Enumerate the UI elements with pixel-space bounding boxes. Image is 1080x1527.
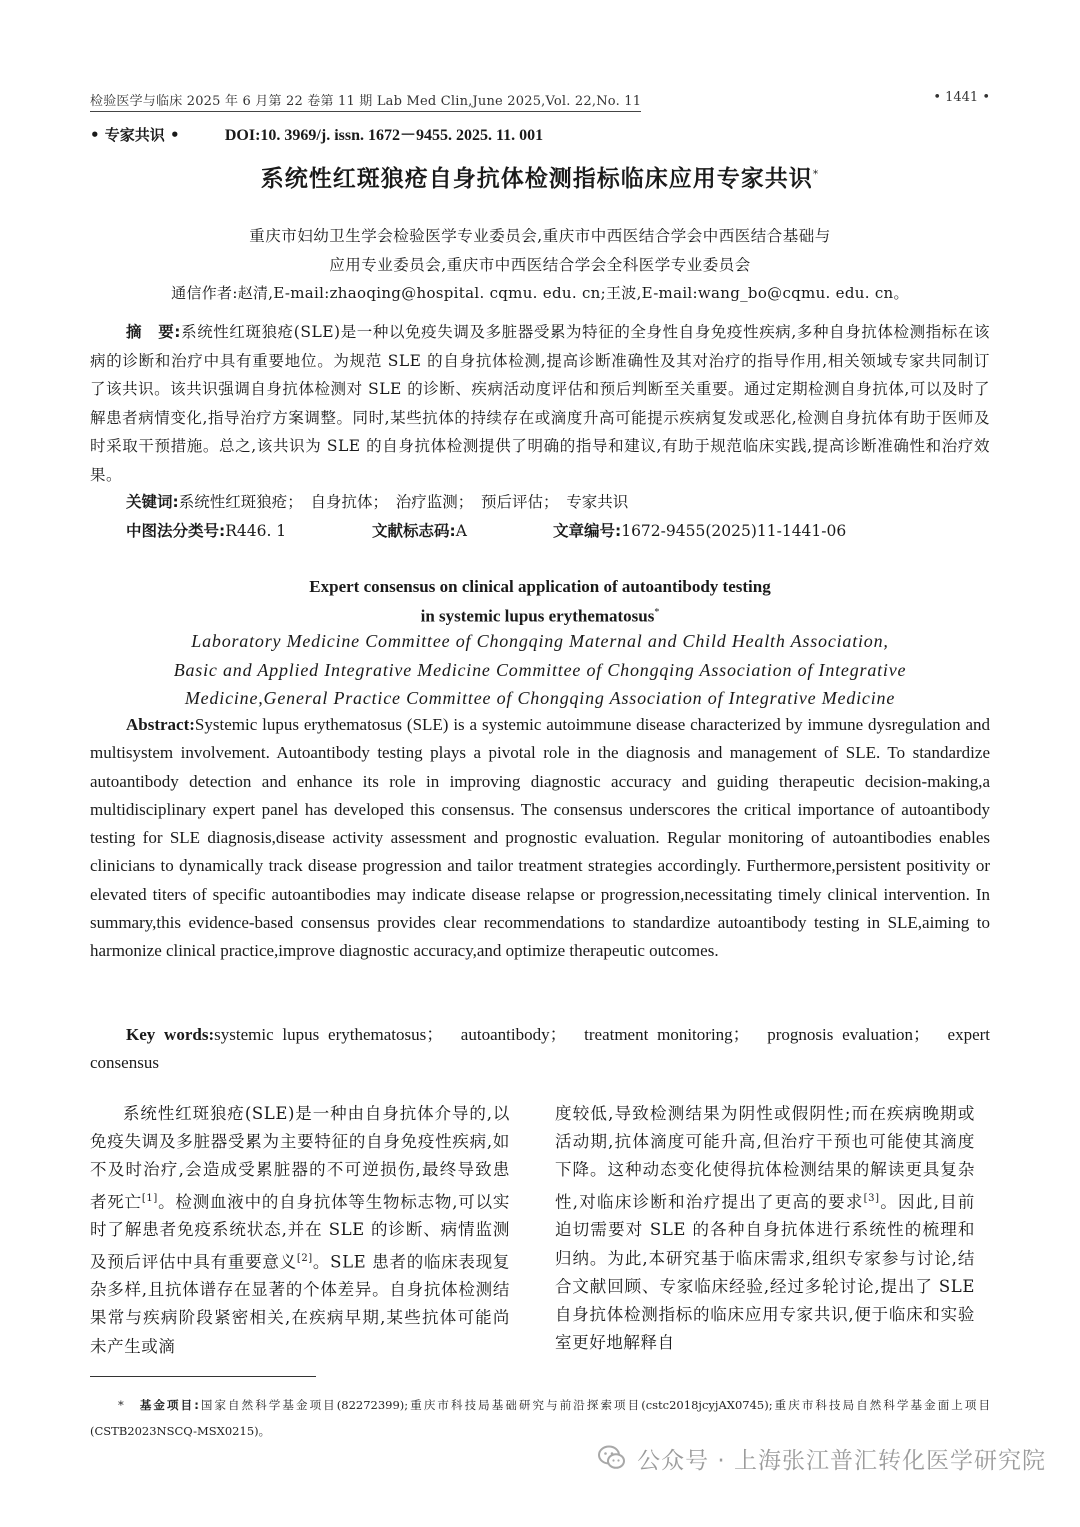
body-column-left bbox=[90, 1100, 510, 1361]
title-chinese bbox=[0, 160, 1080, 193]
watermark-text: 公众号 · 上海张江普汇转化医学研究院 bbox=[637, 1447, 1046, 1474]
authors-cn-line-2: 应用专业委员会,重庆市中西医结合学会全科医学专业委员会 bbox=[329, 256, 751, 274]
corresponding-authors: 通信作者:赵清,E-mail:zhaoqing@hospital. cqmu. edu. cn;王波,E-mail:wang_bo@cqmu. edu. cn。 bbox=[171, 284, 909, 302]
journal-info: 检验医学与临床 2025 年 6 月第 22 卷第 11 期 Lab Med Clin,June 2025,Vol. 22,No. 11 bbox=[90, 90, 641, 112]
wechat-watermark bbox=[597, 1438, 1046, 1478]
title-en-footnote-mark: * bbox=[654, 607, 660, 618]
abstract-en-label: Abstract: bbox=[126, 715, 195, 734]
running-header bbox=[90, 90, 990, 112]
keywords-en-text: systemic lupus erythematosus； autoantibody； treatment monitoring； prognosis evaluation； expert consensus bbox=[90, 1025, 991, 1072]
keywords-cn-label: 关键词: bbox=[126, 493, 179, 511]
title-cn-footnote-mark: * bbox=[812, 167, 820, 181]
title-cn-text: 系统性红斑狼疮自身抗体检测指标临床应用专家共识 bbox=[260, 166, 813, 192]
authors-cn-line-1: 重庆市妇幼卫生学会检验医学专业委员会,重庆市中西医结合学会中西医结合基础与 bbox=[249, 227, 831, 245]
classification-info bbox=[126, 519, 990, 541]
article-meta bbox=[90, 122, 543, 145]
title-en-line-2: in systemic lupus erythematosus* bbox=[420, 606, 660, 626]
funding-footnote bbox=[90, 1392, 990, 1444]
footnote-star: * bbox=[118, 1398, 124, 1412]
footnote-divider bbox=[90, 1376, 316, 1377]
body-paragraph: 系统性红斑狼疮(SLE)是一种由自身抗体介导的,以免疫失调及多脏器受累为主要特征的自身免疫性疾病,如不及时治疗,会造成受累脏器的不可逆损伤,最终导致患者死亡[1]。检测血液中的自身抗体等生物标志物,可以实时了解患者免疫系统状态,并在 SLE 的诊断、病情监测及预后评估中具有重要意义[2]。SLE 患者的临床表现复杂多样,且抗体谱存在显著的个体差异。自身抗体检测结果常与疾病阶段紧密相关,在疾病早期,某些抗体可能尚未产生或滴 bbox=[90, 1104, 510, 1356]
abstract-chinese bbox=[90, 318, 990, 489]
keywords-english bbox=[90, 1021, 990, 1077]
authors-en-line-3: Medicine,General Practice Committee of Chongqing Association of Integrative Medicine bbox=[184, 688, 896, 708]
page-number: • 1441 • bbox=[933, 90, 990, 105]
abstract-cn-label: 摘 要: bbox=[126, 323, 181, 341]
footnote-text: 国家自然科学基金项目(82272399);重庆市科技局基础研究与前沿探索项目(cstc2018jcyjAX0745);重庆市科技局自然科学基金面上项目(CSTB2023NSCQ-MSX0215)。 bbox=[90, 1398, 990, 1438]
abstract-cn-text: 系统性红斑狼疮(SLE)是一种以免疫失调及多脏器受累为特征的全身性自身免疫性疾病,多种自身抗体检测指标在该病的诊断和治疗中具有重要地位。为规范 SLE 的自身抗体检测,提高诊断准确性及其对治疗的指导作用,相关领域专家共同制订了该共识。该共识强调自身抗体检测对 SLE 的诊断、疾病活动度评估和预后判断至关重要。通过定期检测自身抗体,可以及时了解患者病情变化,指导治疗方案调整。同时,某些抗体的持续存在或滴度升高可能提示疾病复发或恶化,检测自身抗体有助于医师及时采取干预措施。总之,该共识为 SLE 的自身抗体检测提供了明确的指导和建议,有助于规范临床实践,提高诊断准确性和治疗效果。 bbox=[90, 323, 990, 484]
abstract-english bbox=[90, 711, 990, 966]
body-column-right bbox=[555, 1100, 975, 1357]
title-english bbox=[0, 574, 1080, 630]
body-paragraph-continued: 度较低,导致检测结果为阴性或假阴性;而在疾病晚期或活动期,抗体滴度可能升高,但治疗干预也可能使其滴度下降。这种动态变化使得抗体检测结果的解读更具复杂性,对临床诊断和治疗提出了更高的要求[3]。因此,目前迫切需要对 SLE 的各种自身抗体进行系统性的梳理和归纳。为此,本研究基于临床需求,组织专家参与讨论,结合文献回顾、专家临床经验,经过多轮讨论,提出了 SLE 自身抗体检测指标的临床应用专家共识,便于临床和实验室更好地解释自 bbox=[555, 1104, 975, 1353]
authors-english bbox=[0, 627, 1080, 713]
abstract-en-text: Systemic lupus erythematosus (SLE) is a systemic autoimmune disease characterized by immune dysregulation and multisystem involvement. Autoantibody testing plays a pivotal role in the diagnosis and management of SLE. To standardize autoantibody detection and enhance its role in improving diagnostic accuracy and guiding therapeutic decision-making,a multidisciplinary expert panel has developed this consensus. The consensus underscores the critical importance of autoantibody testing for SLE diagnosis,disease activity assessment and prognostic evaluation. Regular monitoring of autoantibodies enables clinicians to dynamically track disease progression and tailor treatment strategies accordingly. Furthermore,persistent positivity or elevated titers of specific autoantibodies may indicate disease relapse or progression,necessitating timely clinical intervention. In summary,this evidence-based consensus provides clear recommendations to standardize autoantibody testing in SLE,aiming to harmonize clinical practice,improve diagnostic accuracy,and optimize therapeutic outcomes. bbox=[90, 715, 990, 961]
citation-2[interactable]: [2] bbox=[296, 1252, 313, 1264]
clc-number: 中图法分类号:R446. 1 bbox=[126, 522, 287, 540]
document-code: 文献标志码:A bbox=[372, 522, 467, 540]
column-label: • 专家共识 • bbox=[90, 126, 180, 144]
citation-1[interactable]: [1] bbox=[141, 1192, 158, 1204]
keywords-chinese bbox=[126, 490, 628, 512]
article-number: 文章编号:1672-9455(2025)11-1441-06 bbox=[553, 522, 847, 540]
authors-chinese bbox=[0, 222, 1080, 280]
keywords-cn-text: 系统性红斑狼疮； 自身抗体； 治疗监测； 预后评估； 专家共识 bbox=[178, 493, 629, 511]
footnote-label: 基金项目: bbox=[137, 1398, 199, 1412]
authors-en-line-2: Basic and Applied Integrative Medicine Committee of Chongqing Association of Integrative bbox=[173, 659, 907, 680]
authors-en-line-1: Laboratory Medicine Committee of Chongqing Maternal and Child Health Association, bbox=[191, 631, 889, 651]
doi[interactable]: DOI:10. 3969/j. issn. 1672－9455. 2025. 11. 001 bbox=[224, 127, 544, 144]
title-en-line-1: Expert consensus on clinical application of autoantibody testing bbox=[309, 577, 771, 596]
wechat-icon bbox=[597, 1443, 627, 1473]
keywords-en-label: Key words: bbox=[126, 1025, 215, 1044]
citation-3[interactable]: [3] bbox=[863, 1192, 880, 1204]
